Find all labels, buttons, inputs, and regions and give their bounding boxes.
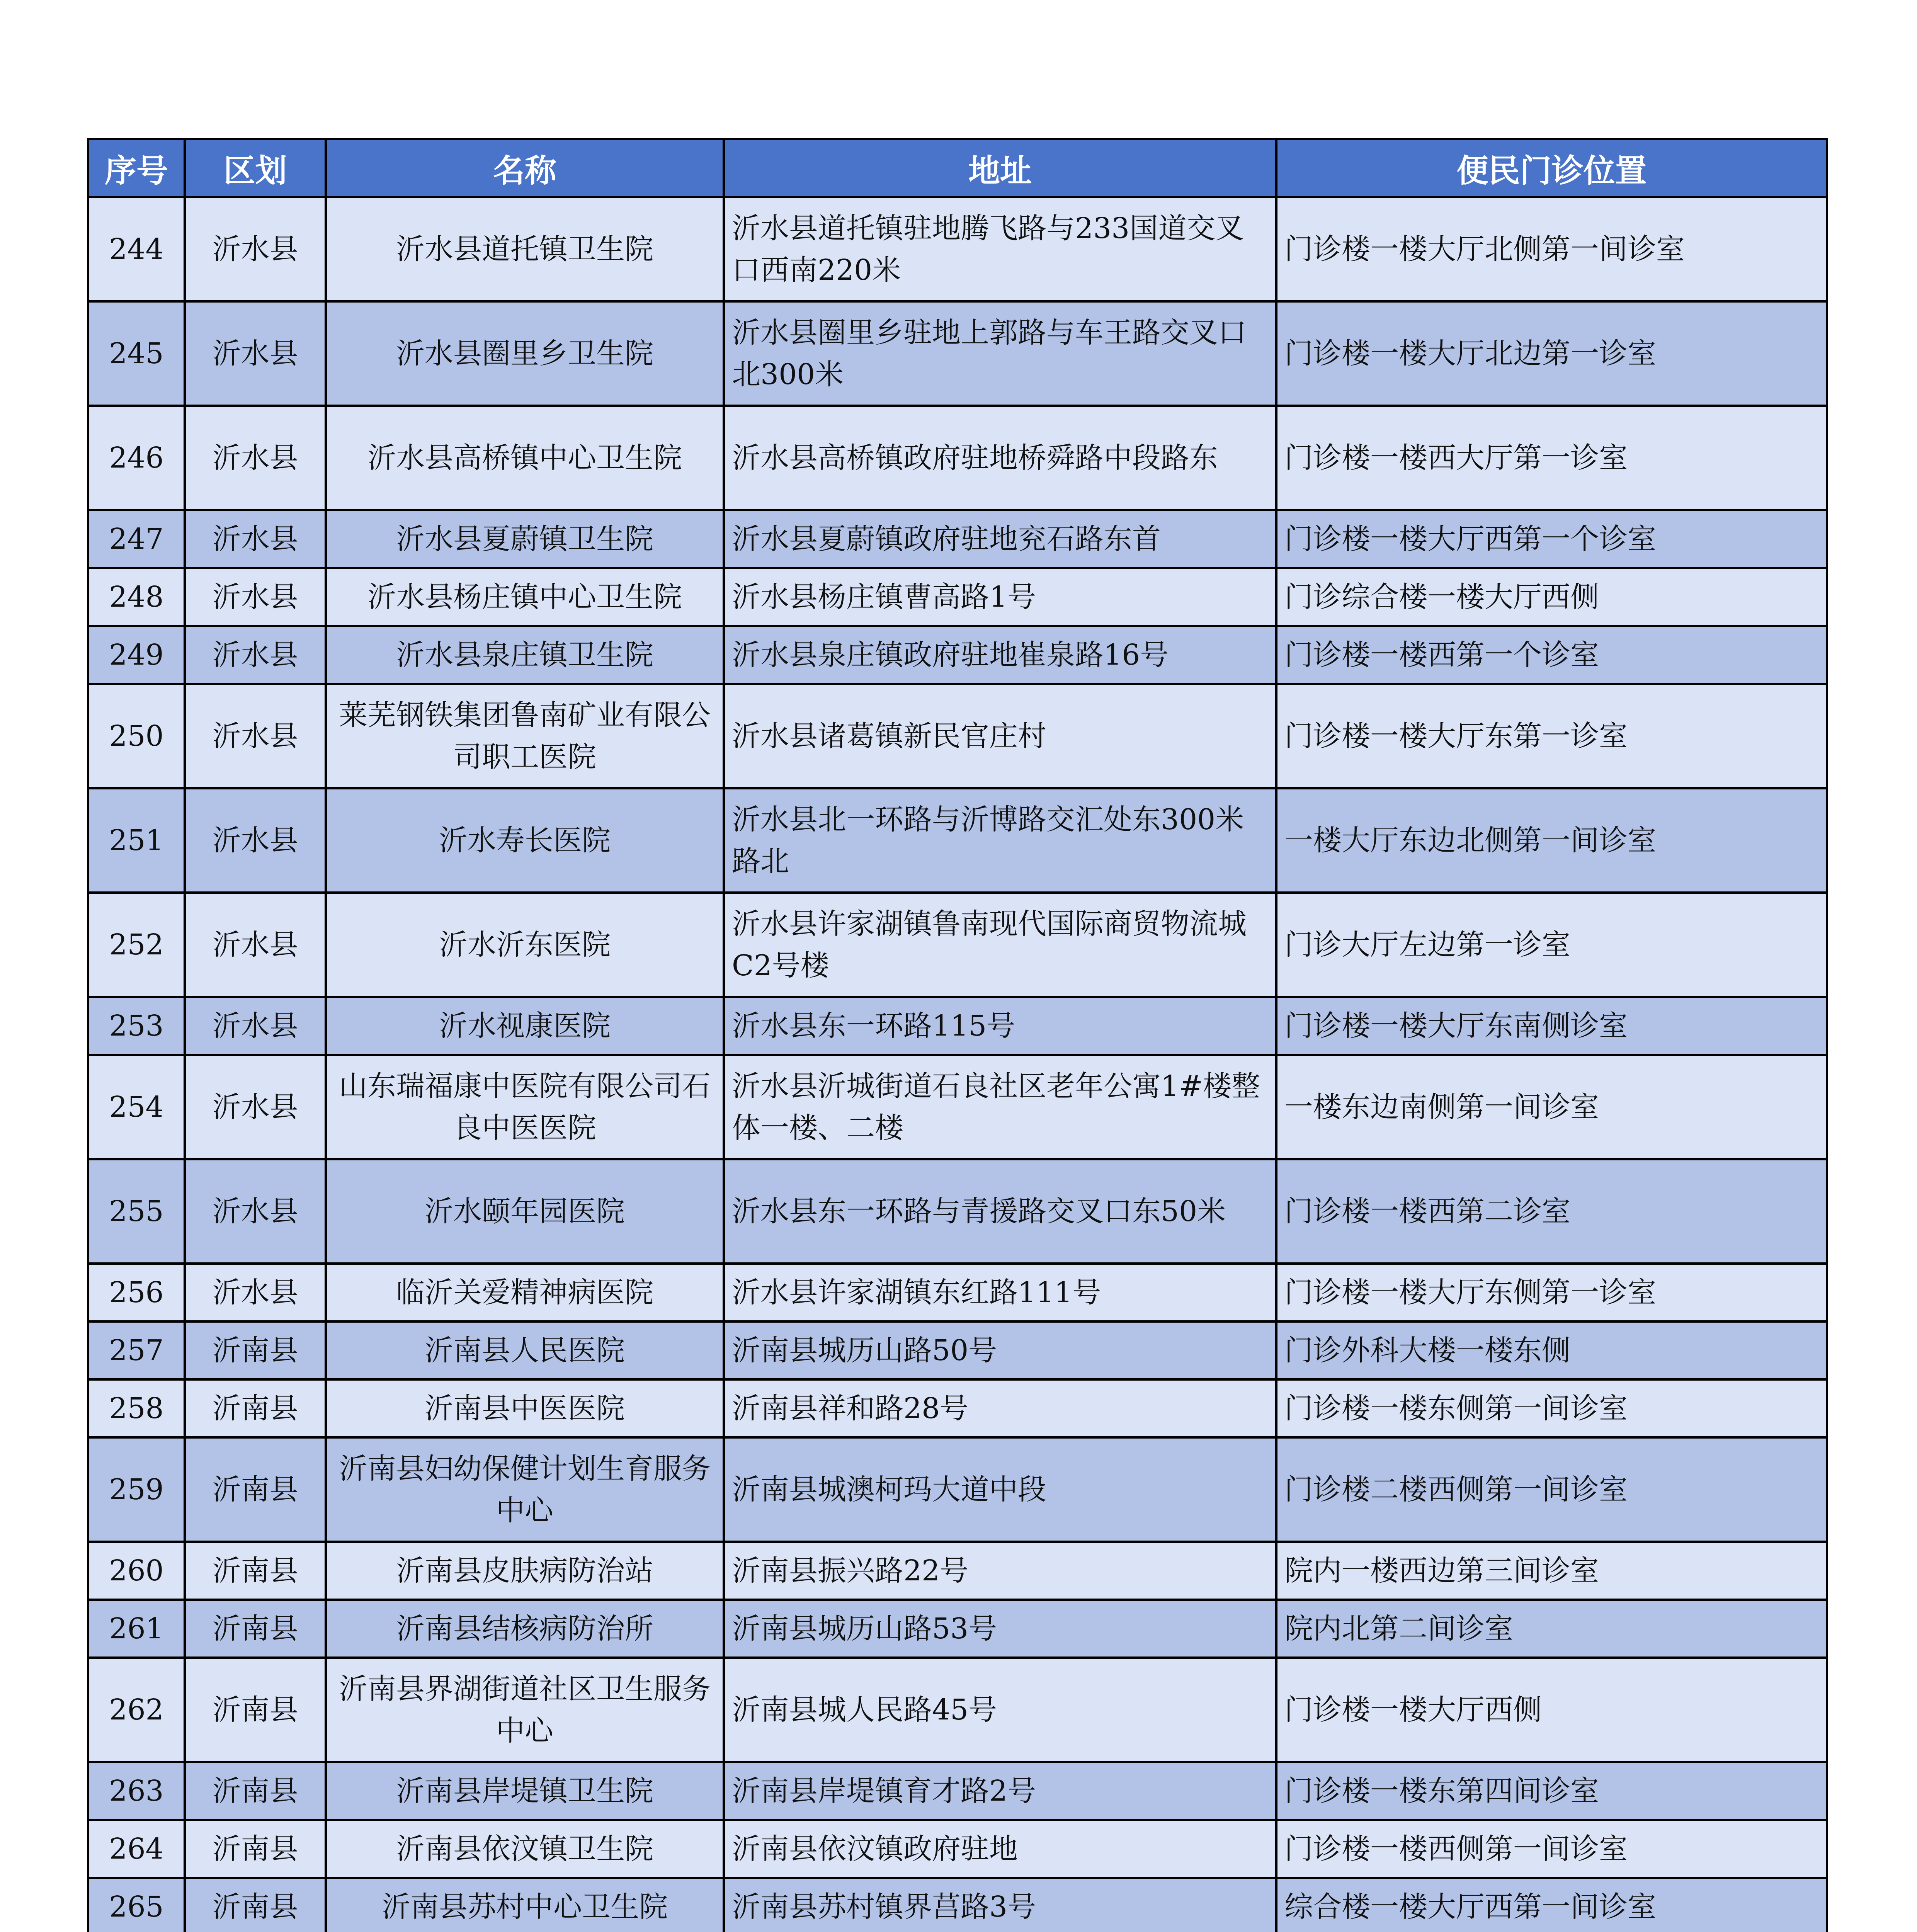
- cell-seq: 251: [88, 788, 185, 893]
- cell-district: 沂南县: [185, 1437, 326, 1542]
- cell-address: 沂南县振兴路22号: [724, 1542, 1276, 1600]
- cell-name: 沂水县杨庄镇中心卫生院: [326, 568, 724, 626]
- cell-location: 门诊楼一楼大厅北侧第一间诊室: [1276, 197, 1827, 301]
- table-row: [88, 893, 1827, 997]
- cell-seq: 253: [88, 997, 185, 1055]
- cell-name: 沂水视康医院: [326, 997, 724, 1055]
- cell-address: 沂水县东一环路与青援路交叉口东50米: [724, 1159, 1276, 1264]
- cell-district: 沂水县: [185, 568, 326, 626]
- cell-address: 沂水县北一环路与沂博路交汇处东300米路北: [724, 788, 1276, 893]
- cell-location: 综合楼一楼大厅西第一间诊室: [1276, 1878, 1827, 1932]
- cell-seq: 249: [88, 626, 185, 684]
- cell-seq: 245: [88, 301, 185, 406]
- cell-location: 门诊外科大楼一楼东侧: [1276, 1321, 1827, 1379]
- cell-district: 沂水县: [185, 1264, 326, 1321]
- cell-name: 沂南县妇幼保健计划生育服务中心: [326, 1437, 724, 1542]
- cell-name: 沂水县道托镇卫生院: [326, 197, 724, 301]
- header-name: 名称: [326, 139, 724, 197]
- cell-name: 沂水寿长医院: [326, 788, 724, 893]
- cell-seq: 246: [88, 406, 185, 510]
- table-row: [88, 1264, 1827, 1321]
- cell-seq: 261: [88, 1600, 185, 1658]
- cell-district: 沂水县: [185, 406, 326, 510]
- table-row: [88, 1658, 1827, 1762]
- cell-name: 沂南县岸堤镇卫生院: [326, 1762, 724, 1820]
- cell-location: 一楼东边南侧第一间诊室: [1276, 1055, 1827, 1159]
- cell-name: 沂南县皮肤病防治站: [326, 1542, 724, 1600]
- cell-district: 沂水县: [185, 788, 326, 893]
- table-row: [88, 406, 1827, 510]
- cell-address: 沂水县许家湖镇鲁南现代国际商贸物流城C2号楼: [724, 893, 1276, 997]
- cell-seq: 244: [88, 197, 185, 301]
- table-row: [88, 997, 1827, 1055]
- cell-district: 沂南县: [185, 1379, 326, 1437]
- cell-address: 沂水县道托镇驻地腾飞路与233国道交叉口西南220米: [724, 197, 1276, 301]
- table-row: [88, 1878, 1827, 1932]
- cell-address: 沂水县东一环路115号: [724, 997, 1276, 1055]
- cell-location: 门诊楼一楼东第四间诊室: [1276, 1762, 1827, 1820]
- cell-location: 门诊楼一楼大厅东第一诊室: [1276, 684, 1827, 788]
- cell-name: 沂南县中医医院: [326, 1379, 724, 1437]
- cell-seq: 260: [88, 1542, 185, 1600]
- table-row: [88, 1762, 1827, 1820]
- cell-name: 山东瑞福康中医院有限公司石良中医医院: [326, 1055, 724, 1159]
- cell-district: 沂南县: [185, 1600, 326, 1658]
- cell-address: 沂南县城澳柯玛大道中段: [724, 1437, 1276, 1542]
- cell-seq: 254: [88, 1055, 185, 1159]
- table-row: [88, 1055, 1827, 1159]
- cell-district: 沂南县: [185, 1878, 326, 1932]
- cell-address: 沂南县城历山路53号: [724, 1600, 1276, 1658]
- clinic-location-table-page: [87, 138, 1826, 1932]
- clinic-location-table: [87, 138, 1828, 1932]
- cell-address: 沂南县岸堤镇育才路2号: [724, 1762, 1276, 1820]
- cell-district: 沂南县: [185, 1542, 326, 1600]
- cell-address: 沂南县苏村镇界莒路3号: [724, 1878, 1276, 1932]
- cell-location: 门诊大厅左边第一诊室: [1276, 893, 1827, 997]
- table-row: [88, 684, 1827, 788]
- cell-district: 沂南县: [185, 1658, 326, 1762]
- table-row: [88, 626, 1827, 684]
- cell-district: 沂水县: [185, 1159, 326, 1264]
- cell-district: 沂南县: [185, 1762, 326, 1820]
- cell-district: 沂水县: [185, 893, 326, 997]
- table-header-row: [88, 139, 1827, 197]
- table-row: [88, 1542, 1827, 1600]
- cell-name: 沂南县人民医院: [326, 1321, 724, 1379]
- cell-address: 沂水县沂城街道石良社区老年公寓1#楼整体一楼、二楼: [724, 1055, 1276, 1159]
- cell-seq: 258: [88, 1379, 185, 1437]
- table-row: [88, 568, 1827, 626]
- cell-name: 沂南县依汶镇卫生院: [326, 1820, 724, 1878]
- cell-address: 沂水县许家湖镇东红路111号: [724, 1264, 1276, 1321]
- cell-seq: 256: [88, 1264, 185, 1321]
- cell-name: 沂水颐年园医院: [326, 1159, 724, 1264]
- cell-seq: 257: [88, 1321, 185, 1379]
- cell-district: 沂水县: [185, 1055, 326, 1159]
- cell-seq: 265: [88, 1878, 185, 1932]
- table-row: [88, 1600, 1827, 1658]
- cell-address: 沂水县诸葛镇新民官庄村: [724, 684, 1276, 788]
- cell-location: 门诊楼一楼大厅西第一个诊室: [1276, 510, 1827, 568]
- cell-seq: 262: [88, 1658, 185, 1762]
- table-row: [88, 1437, 1827, 1542]
- cell-address: 沂水县杨庄镇曹高路1号: [724, 568, 1276, 626]
- header-district: 区划: [185, 139, 326, 197]
- cell-address: 沂南县城历山路50号: [724, 1321, 1276, 1379]
- cell-address: 沂南县城人民路45号: [724, 1658, 1276, 1762]
- cell-name: 沂水县高桥镇中心卫生院: [326, 406, 724, 510]
- header-location: 便民门诊位置: [1276, 139, 1827, 197]
- table-row: [88, 1820, 1827, 1878]
- cell-name: 沂水县圈里乡卫生院: [326, 301, 724, 406]
- cell-district: 沂南县: [185, 1321, 326, 1379]
- cell-seq: 250: [88, 684, 185, 788]
- cell-location: 门诊综合楼一楼大厅西侧: [1276, 568, 1827, 626]
- cell-location: 门诊楼一楼西侧第一间诊室: [1276, 1820, 1827, 1878]
- cell-name: 沂水沂东医院: [326, 893, 724, 997]
- cell-district: 沂水县: [185, 684, 326, 788]
- cell-seq: 247: [88, 510, 185, 568]
- cell-address: 沂水县圈里乡驻地上郭路与车王路交叉口北300米: [724, 301, 1276, 406]
- cell-seq: 252: [88, 893, 185, 997]
- cell-location: 院内北第二间诊室: [1276, 1600, 1827, 1658]
- cell-district: 沂南县: [185, 1820, 326, 1878]
- cell-location: 门诊楼一楼大厅北边第一诊室: [1276, 301, 1827, 406]
- table-row: [88, 197, 1827, 301]
- cell-name: 莱芜钢铁集团鲁南矿业有限公司职工医院: [326, 684, 724, 788]
- cell-address: 沂水县夏蔚镇政府驻地兖石路东首: [724, 510, 1276, 568]
- cell-location: 门诊楼一楼东侧第一间诊室: [1276, 1379, 1827, 1437]
- table-row: [88, 1159, 1827, 1264]
- cell-location: 门诊楼一楼西大厅第一诊室: [1276, 406, 1827, 510]
- cell-name: 沂南县结核病防治所: [326, 1600, 724, 1658]
- cell-seq: 263: [88, 1762, 185, 1820]
- table-row: [88, 510, 1827, 568]
- cell-name: 沂南县苏村中心卫生院: [326, 1878, 724, 1932]
- cell-address: 沂水县高桥镇政府驻地桥舜路中段路东: [724, 406, 1276, 510]
- cell-location: 院内一楼西边第三间诊室: [1276, 1542, 1827, 1600]
- cell-district: 沂水县: [185, 197, 326, 301]
- cell-location: 门诊楼一楼西第二诊室: [1276, 1159, 1827, 1264]
- cell-seq: 248: [88, 568, 185, 626]
- cell-district: 沂水县: [185, 997, 326, 1055]
- cell-seq: 264: [88, 1820, 185, 1878]
- cell-address: 沂南县祥和路28号: [724, 1379, 1276, 1437]
- header-seq: 序号: [88, 139, 185, 197]
- cell-address: 沂水县泉庄镇政府驻地崔泉路16号: [724, 626, 1276, 684]
- cell-name: 沂水县夏蔚镇卫生院: [326, 510, 724, 568]
- cell-seq: 255: [88, 1159, 185, 1264]
- cell-location: 门诊楼一楼大厅东侧第一诊室: [1276, 1264, 1827, 1321]
- cell-district: 沂水县: [185, 626, 326, 684]
- cell-location: 门诊楼一楼西第一个诊室: [1276, 626, 1827, 684]
- header-address: 地址: [724, 139, 1276, 197]
- cell-name: 沂南县界湖街道社区卫生服务中心: [326, 1658, 724, 1762]
- cell-address: 沂南县依汶镇政府驻地: [724, 1820, 1276, 1878]
- table-row: [88, 788, 1827, 893]
- cell-name: 沂水县泉庄镇卫生院: [326, 626, 724, 684]
- cell-location: 门诊楼一楼大厅西侧: [1276, 1658, 1827, 1762]
- table-row: [88, 1321, 1827, 1379]
- table-row: [88, 1379, 1827, 1437]
- cell-location: 一楼大厅东边北侧第一间诊室: [1276, 788, 1827, 893]
- cell-district: 沂水县: [185, 510, 326, 568]
- cell-district: 沂水县: [185, 301, 326, 406]
- table-row: [88, 301, 1827, 406]
- cell-location: 门诊楼一楼大厅东南侧诊室: [1276, 997, 1827, 1055]
- cell-name: 临沂关爱精神病医院: [326, 1264, 724, 1321]
- cell-location: 门诊楼二楼西侧第一间诊室: [1276, 1437, 1827, 1542]
- cell-seq: 259: [88, 1437, 185, 1542]
- table-body: [88, 197, 1827, 1932]
